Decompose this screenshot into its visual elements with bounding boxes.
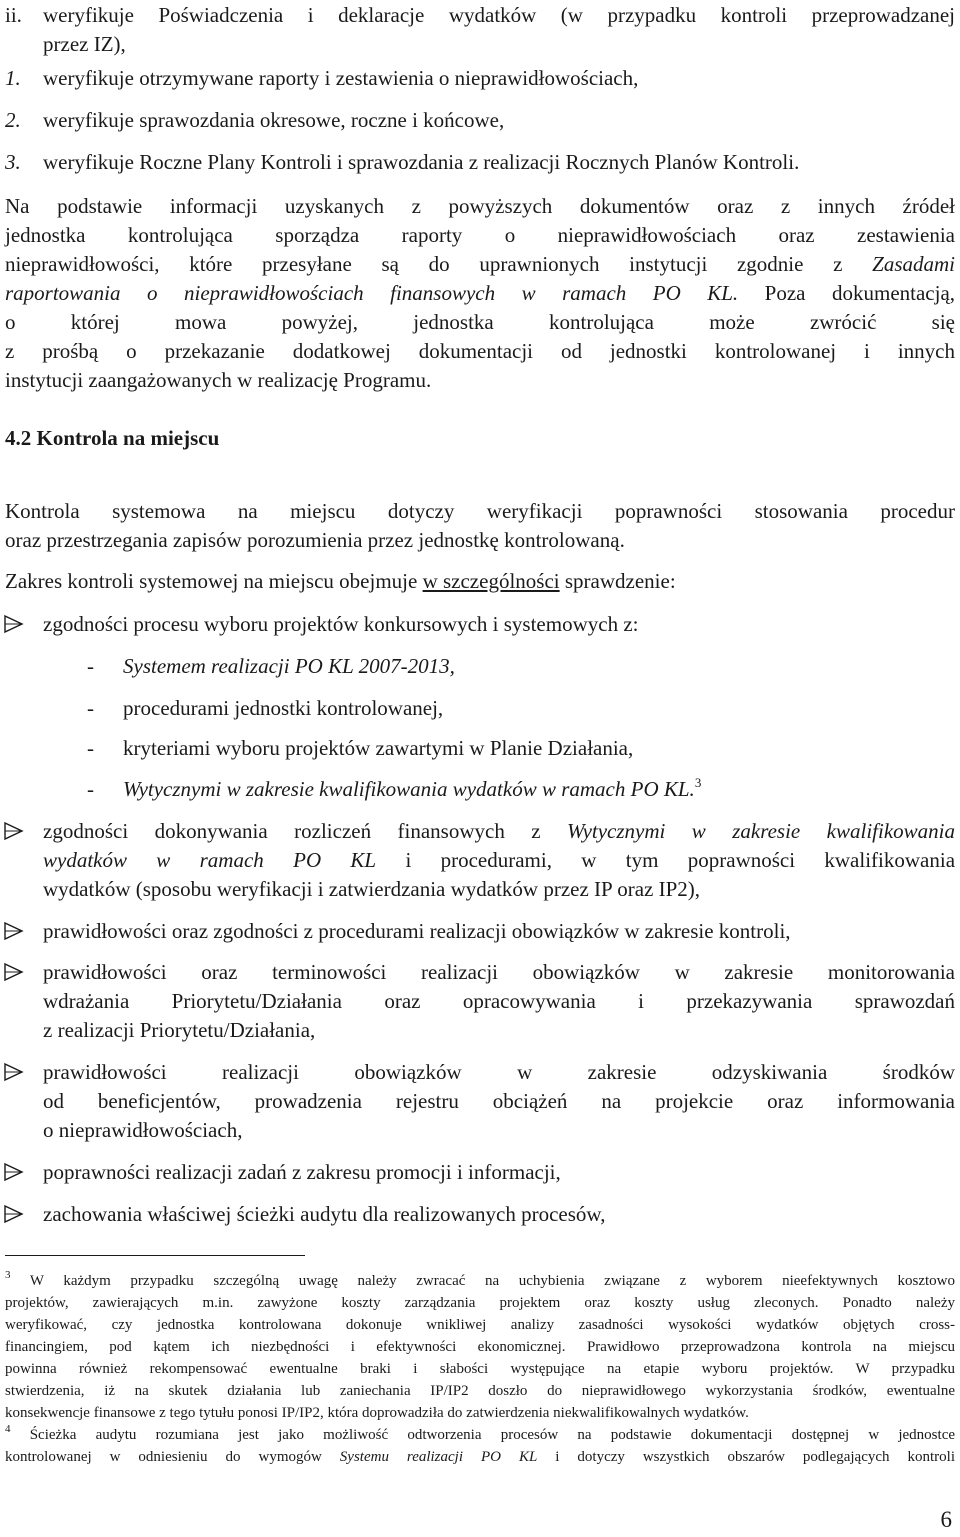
footnote-line: financingiem, pod kątem ich niezbędności i efektywności ekonomicznej. Prawidłowo przeprowadzona kontrola na miejscu <box>5 1339 955 1355</box>
footnote-line: $^3$ W każdym przypadku szczególną uwagę należy zwracać na uchybienia związane z wyborem nieefektywnych kosztowo <box>5 1269 955 1289</box>
footnote-ref: 3 <box>694 775 702 790</box>
footnote-number: 3 <box>5 1269 11 1281</box>
list-marker: 2. <box>5 108 21 132</box>
text-line: oraz przestrzegania zapisów porozumienia przez jednostkę kontrolowaną. <box>5 528 625 552</box>
dash-text: kryteriami wyboru projektów zawartymi w Planie Działania, <box>123 736 634 760</box>
bullet-text: o nieprawidłowościach, <box>43 1118 243 1142</box>
dash-marker: - <box>87 736 94 760</box>
footnote-line: weryfikować, czy jednostka kontrolowana dokonuje wnikliwej analizy zasadności wysokości wydatków objętych cross- <box>5 1317 955 1333</box>
italic-reference: raportowania o nieprawidłowościach finansowych w ramach PO KL. <box>5 281 739 305</box>
dash-marker: - <box>87 654 94 678</box>
list-marker: 1. <box>5 66 21 90</box>
dash-text: Wytycznymi w zakresie kwalifikowania wydatków w ramach PO KL.$^3$ <box>123 775 702 801</box>
list-item-text: weryfikuje otrzymywane raporty i zestawienia o nieprawidłowościach, <box>43 66 639 90</box>
text-line: instytucji zaangażowanych w realizację Programu. <box>5 368 432 392</box>
footnote-line: powinna również rekompensować ewentualne braki i słabości występujące na etapie wyboru projektów. W przypadku <box>5 1361 955 1377</box>
arrow-bullet-icon <box>4 614 24 634</box>
italic-reference: Zasadami <box>872 252 956 276</box>
footnote-line: projektów, zawierających m.in. zawyżone koszty zarządzania projektem oraz koszty usług zleconych. Ponadto należy <box>5 1295 955 1311</box>
text-line: Na podstawie informacji uzyskanych z powyższych dokumentów oraz z innych źródeł <box>5 194 955 218</box>
arrow-bullet-icon <box>4 962 24 982</box>
text-line: o której mowa powyżej, jednostka kontrolująca może zwrócić się <box>5 310 955 334</box>
footnote-line: stwierdzenia, iż na skutek działania lub zaniechania IP/IP2 doszło do nieprawidłowego wykorzystania środków, ewentualne <box>5 1383 955 1399</box>
footnote-separator <box>5 1255 305 1256</box>
scope-intro: Zakres kontroli systemowej na miejscu obejmuje w szczególności sprawdzenie: <box>5 569 676 593</box>
bullet-text: zgodności dokonywania rozliczeń finansowych z Wytycznymi w zakresie kwalifikowania <box>43 819 955 843</box>
footnote-line: konsekwencje finansowe z tego tytułu ponosi IP/IP2, która doprowadziła do zatwierdzenia niekwalifikowalnych wydatków. <box>5 1405 749 1421</box>
text-line: nieprawidłowości, które przesyłane są do uprawnionych instytucji zgodnie z Zasadami <box>5 252 956 276</box>
section-heading: 4.2 Kontrola na miejscu <box>5 426 220 450</box>
bullet-text: zachowania właściwej ścieżki audytu dla realizowanych procesów, <box>43 1202 606 1226</box>
list-item-text: weryfikuje Roczne Plany Kontroli i sprawozdania z realizacji Rocznych Planów Kontroli. <box>43 150 800 174</box>
arrow-bullet-icon <box>4 1204 24 1224</box>
page-number: 6 <box>940 1507 952 1532</box>
list-marker: 3. <box>5 150 21 174</box>
list-item-continuation: przez IZ), <box>43 32 126 56</box>
bullet-text: wydatków (sposobu weryfikacji i zatwierdzania wydatków przez IP oraz IP2), <box>43 877 700 901</box>
arrow-bullet-icon <box>4 1162 24 1182</box>
arrow-bullet-icon <box>4 1062 24 1082</box>
bullet-text: od beneficjentów, prowadzenia rejestru obciążeń na projekcie oraz informowania <box>43 1089 955 1113</box>
dash-marker: - <box>87 777 94 801</box>
bullet-text: wydatków w ramach PO KL i procedurami, w tym poprawności kwalifikowania <box>43 848 956 872</box>
footnote-line: kontrolowanej w odniesieniu do wymogów Systemu realizacji PO KL i dotyczy wszystkich obszarów podlegających kontroli <box>5 1449 955 1465</box>
bullet-text: prawidłowości oraz terminowości realizacji obowiązków w zakresie monitorowania <box>43 960 955 984</box>
bullet-text: wdrażania Priorytetu/Działania oraz opracowywania i przekazywania sprawozdań <box>43 989 955 1013</box>
bullet-text: prawidłowości realizacji obowiązków w zakresie odzyskiwania środków <box>43 1060 955 1084</box>
bullet-text: prawidłowości oraz zgodności z procedurami realizacji obowiązków w zakresie kontroli, <box>43 919 791 943</box>
footnote-number: 4 <box>5 1423 11 1435</box>
list-item-text: weryfikuje Poświadczenia i deklaracje wydatków (w przypadku kontroli przeprowadzanej <box>43 3 955 27</box>
text-line: z prośbą o przekazanie dodatkowej dokumentacji od jednostki kontrolowanej i innych <box>5 339 955 363</box>
dash-marker: - <box>87 696 94 720</box>
list-marker: ii. <box>5 3 22 27</box>
text-line: jednostka kontrolująca sporządza raporty o nieprawidłowościach oraz zestawienia <box>5 223 955 247</box>
arrow-bullet-icon <box>4 921 24 941</box>
footnote-line: $^4$ Ścieżka audytu rozumiana jest jako możliwość odtworzenia procesów na podstawie dokumentacji dostępnej w jednostce <box>5 1423 956 1443</box>
bullet-text: poprawności realizacji zadań z zakresu promocji i informacji, <box>43 1160 561 1184</box>
list-item-text: weryfikuje sprawozdania okresowe, roczne i końcowe, <box>43 108 505 132</box>
text-line: Kontrola systemowa na miejscu dotyczy weryfikacji poprawności stosowania procedur <box>5 499 955 523</box>
arrow-bullet-icon <box>4 821 24 841</box>
bullet-text: z realizacji Priorytetu/Działania, <box>43 1018 316 1042</box>
dash-text: Systemem realizacji PO KL 2007-2013, <box>123 654 455 678</box>
dash-text: procedurami jednostki kontrolowanej, <box>123 696 444 720</box>
bullet-text: zgodności procesu wyboru projektów konkursowych i systemowych z: <box>43 612 639 636</box>
underlined-phrase: w szczególności <box>422 569 560 593</box>
text-line: raportowania o nieprawidłowościach finansowych w ramach PO KL. Poza dokumentacją, <box>5 281 956 305</box>
